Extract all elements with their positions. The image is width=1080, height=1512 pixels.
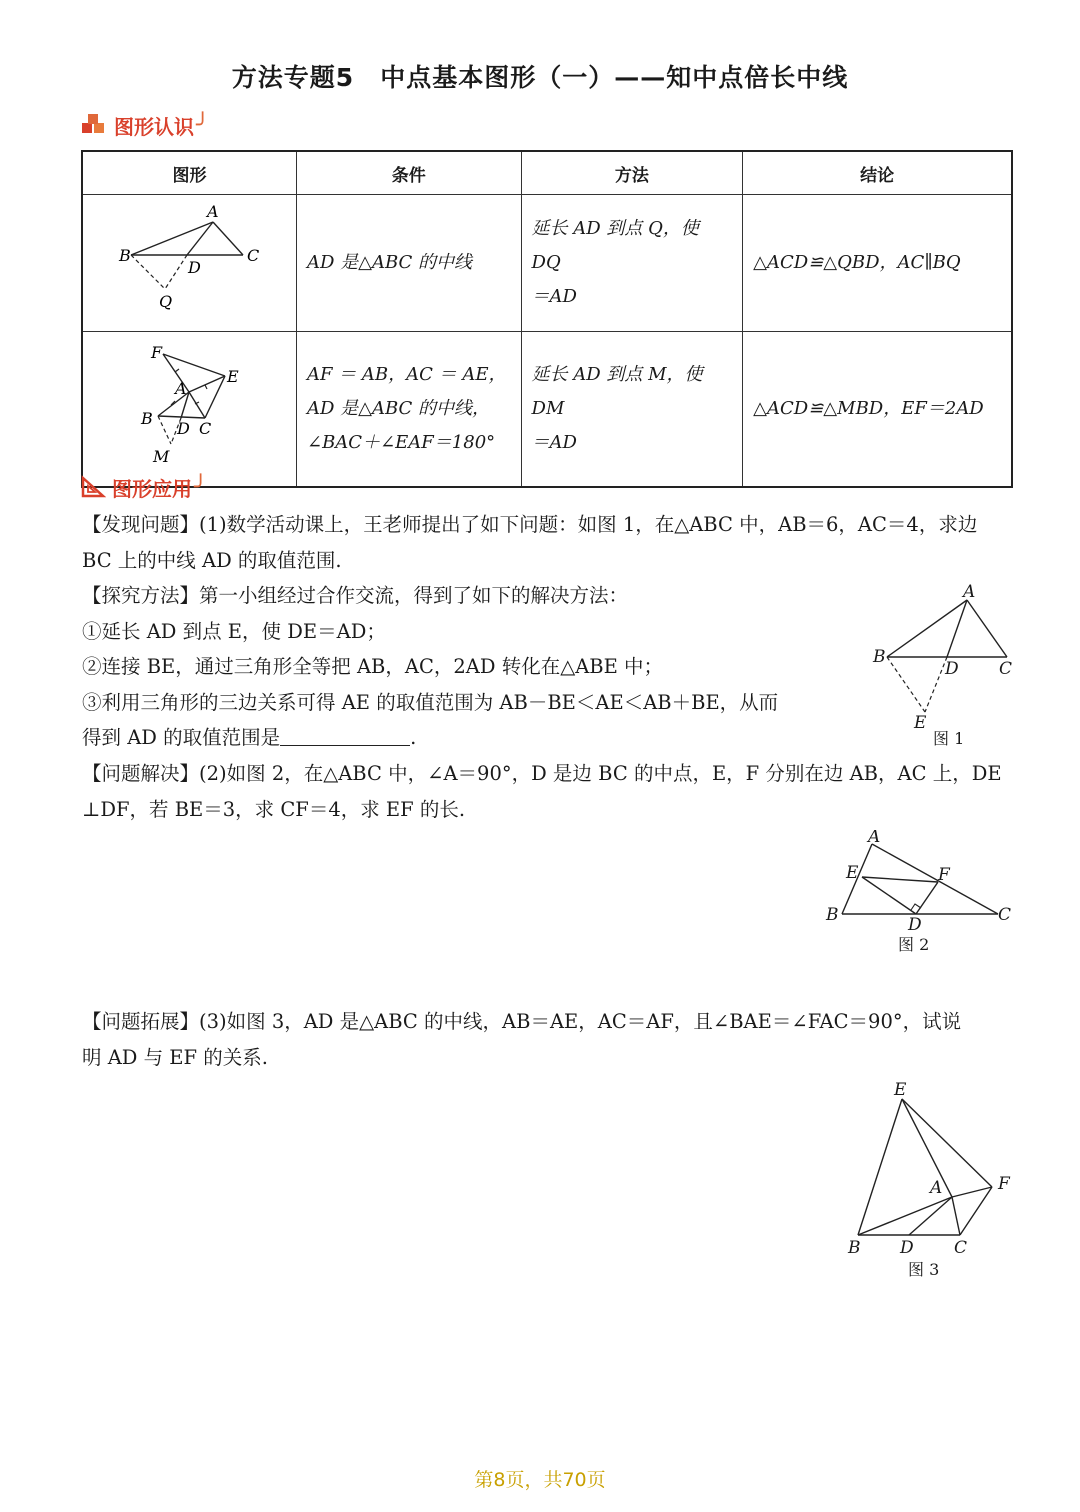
problem-line: ③利用三角形的三边关系可得 AE 的取值范围为 AB－BE＜AE＜AB＋BE，从而 (82, 690, 779, 714)
figure-3-svg (840, 1075, 1020, 1285)
label-c: C (199, 419, 212, 438)
figure-caption: 图 1 (933, 729, 965, 748)
label-e: E (894, 1080, 907, 1100)
method-cell (521, 332, 743, 488)
label-b: B (873, 647, 886, 667)
header-method: 方法 (521, 151, 743, 195)
problem-line: 【探究方法】第一小组经过合作交流，得到了如下的解决方法： (82, 584, 629, 607)
label-c: C (998, 905, 1012, 925)
section-figure-recognition-heading (80, 110, 209, 140)
table-header-row (82, 151, 1012, 195)
problem-line: ①延长 AD 到点 E，使 DE＝AD； (82, 619, 386, 643)
figure-cell (82, 332, 297, 488)
label-c: C (999, 659, 1013, 679)
label-q: Q (159, 292, 173, 311)
label-b: B (848, 1238, 861, 1258)
table-row (82, 332, 1012, 488)
set-square-icon (80, 475, 106, 499)
condition-line: AF ＝ AB，AC ＝ AE， (307, 364, 507, 385)
label-e: E (227, 367, 239, 386)
conclusion-text: △ACD≌△QBD，AC∥BQ (753, 252, 961, 273)
condition-cell (297, 332, 522, 488)
label-b: B (826, 905, 839, 925)
section-figure-application-heading (80, 472, 207, 502)
figure-caption: 图 2 (898, 935, 930, 954)
label-f: F (998, 1174, 1010, 1194)
condition-line: ∠BAC＋∠EAF＝180° (307, 432, 496, 453)
bracket-icon: ╯ (194, 474, 208, 500)
problem-line: ②连接 BE，通过三角形全等把 AB，AC，2AD 转化在△ABE 中； (82, 655, 664, 678)
method-line: ＝AD (531, 286, 577, 307)
figure-median-m (93, 332, 286, 474)
method-line: 延长 AD 到点 M，使 DM (531, 364, 703, 419)
label-a: A (207, 202, 219, 221)
method-table (81, 150, 1013, 488)
problem-line: ⊥DF，若 BE＝3，求 CF＝4，求 EF 的长. (82, 797, 466, 821)
condition-cell (297, 195, 522, 332)
section-label: 图形应用 (112, 476, 192, 501)
figure-2-svg (820, 830, 1020, 960)
figure-3 (840, 1075, 1020, 1289)
label-f: F (938, 865, 950, 885)
label-c: C (247, 246, 260, 265)
condition-text: AD 是△ABC 的中线 (307, 252, 473, 273)
header-condition: 条件 (297, 151, 522, 195)
header-conclusion: 结论 (743, 151, 1012, 195)
label-d: D (188, 258, 201, 277)
figure-cell (82, 195, 297, 332)
conclusion-cell (743, 332, 1012, 488)
label-a: A (930, 1178, 943, 1198)
label-f: F (151, 343, 163, 362)
page-footer: 第8页，共70页 (474, 1469, 606, 1491)
label-b: B (141, 409, 153, 428)
method-cell (521, 195, 743, 332)
section-label: 图形认识 (114, 114, 194, 139)
figure-median-q (93, 195, 286, 319)
label-a: A (868, 830, 881, 847)
figure-1-svg (865, 582, 1025, 752)
problem-line: 【问题拓展】(3)如图 3，AD 是△ABC 的中线，AB＝AE，AC＝AF，且∠BAE＝∠FAC＝90°，试说 (82, 1010, 962, 1033)
method-line: 延长 AD 到点 Q，使 DQ (531, 218, 699, 273)
conclusion-cell (743, 195, 1012, 332)
label-c: C (954, 1238, 968, 1258)
label-e: E (914, 713, 927, 733)
method-line: ＝AD (531, 432, 577, 453)
problem-line: BC 上的中线 AD 的取值范围. (82, 548, 342, 572)
label-m: M (153, 447, 170, 466)
problem-line: 【问题解决】(2)如图 2，在△ABC 中，∠A＝90°，D 是边 BC 的中点，E，F 分别在边 AB，AC 上，DE (82, 762, 1002, 785)
figure-2 (820, 830, 1020, 964)
problem-3 (82, 1004, 1017, 1075)
figure-1 (865, 582, 1025, 756)
problem-line: 得到 AD 的取值范围是 (82, 726, 281, 749)
label-d: D (900, 1238, 914, 1258)
conclusion-text: △ACD≌△MBD，EF＝2AD (753, 398, 984, 419)
problem-line: 【发现问题】(1)数学活动课上，王老师提出了如下问题：如图 1，在△ABC 中，AB＝6，AC＝4，求边 (82, 513, 978, 536)
label-d: D (908, 915, 922, 935)
figure-caption: 图 3 (908, 1260, 940, 1279)
bracket-icon: ╯ (196, 112, 210, 138)
label-a: A (963, 582, 976, 602)
period: . (410, 726, 417, 749)
problem-line: 明 AD 与 EF 的关系. (82, 1045, 268, 1069)
label-e: E (846, 863, 859, 883)
label-a: A (175, 379, 187, 398)
label-d: D (945, 659, 959, 679)
header-figure: 图形 (82, 151, 297, 195)
problem-2 (82, 756, 1017, 827)
condition-line: AD 是△ABC 的中线， (307, 398, 491, 419)
page-title: 方法专题5 中点基本图形（一）——知中点倍长中线 (231, 63, 849, 92)
table-row (82, 195, 1012, 332)
cubes-icon (80, 113, 108, 137)
label-b: B (119, 246, 131, 265)
answer-blank[interactable] (280, 725, 410, 746)
label-d: D (177, 419, 190, 438)
